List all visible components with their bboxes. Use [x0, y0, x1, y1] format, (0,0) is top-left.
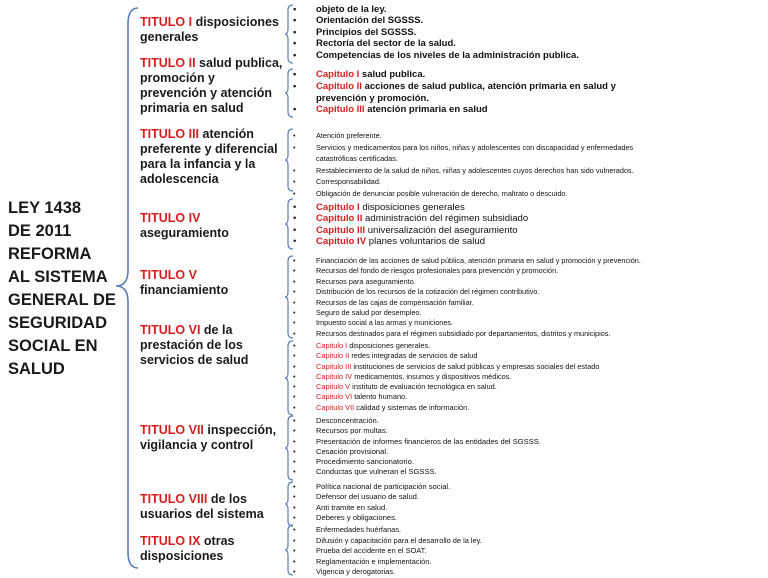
list-item: • Impuesto social a las armas y municiones. — [291, 318, 641, 328]
titulo-text: prestación de los — [140, 338, 243, 352]
list-item: • Servicios y medicamentos para los niños, niñas y adolescentes con discapacidad y enfermedades catastróficas certificadas. — [291, 142, 634, 165]
titulo-text: inspección, — [207, 423, 277, 437]
titulo-text: adolescencia — [140, 172, 219, 186]
titulo-text: para la infancia y la — [140, 157, 256, 171]
titulo-vii — [140, 423, 276, 453]
list-item: • Capitulo IV planes voluntarios de salud — [291, 236, 528, 247]
list-item: • Recursos del fondo de riesgos profesionales para prevención y promoción. — [291, 266, 641, 276]
list-item: • Capitulo IV medicamentos, insumos y dispositivos médicos. — [291, 372, 599, 382]
list-item: • Capitulo VI talento humano. — [291, 392, 599, 402]
list-item: • Desconcentración. — [291, 416, 541, 426]
item-list-titulo-i — [291, 4, 579, 61]
item-list-titulo-ix — [291, 525, 482, 578]
titulo-text: aseguramiento — [140, 226, 229, 240]
item-list-titulo-v — [291, 256, 641, 339]
law-title — [8, 197, 120, 381]
titulo-text: generales — [140, 30, 199, 44]
list-item: • Cesación provisional. — [291, 447, 541, 457]
list-item: • Financiación de las acciones de salud pública, atención primaria en salud y promoción y prevención. — [291, 256, 641, 266]
titulo-v — [140, 268, 228, 298]
main-brace — [112, 4, 142, 572]
titulo-label: TITULO II — [140, 56, 196, 70]
list-item: • Conductas que vulneran el SGSSS. — [291, 467, 541, 477]
titulo-text: disposiciones — [195, 15, 279, 29]
titulo-label: TITULO VII — [140, 423, 204, 437]
list-item: • Capitulo II redes integradas de servicios de salud — [291, 351, 599, 361]
list-item: • Competencias de los niveles de la administración publica. — [291, 50, 579, 61]
list-item: • Orientación del SGSSS. — [291, 15, 579, 26]
list-item: • Recursos para aseguramiento. — [291, 277, 641, 287]
list-item: • Vigencia y derogatorias. — [291, 567, 482, 578]
titulo-iv — [140, 211, 229, 241]
titulo-text: disposiciones — [140, 549, 224, 563]
item-list-titulo-iii — [291, 130, 634, 200]
titulo-label: TITULO V — [140, 268, 197, 282]
titulo-label: TITULO VI — [140, 323, 201, 337]
titulo-viii — [140, 492, 264, 522]
list-item: • Seguro de salud por desempleo. — [291, 308, 641, 318]
law-title-line: GENERAL DE — [8, 291, 116, 309]
titulo-ix — [140, 534, 234, 564]
list-item: • Recursos destinados para el régimen subsidiado por departamentos, distritos y municipios. — [291, 329, 641, 339]
law-title-line: SEGURIDAD — [8, 314, 108, 332]
list-item: • Presentación de informes financieros de las entidades del SGSSS. — [291, 437, 541, 447]
list-item: • Procedimiento sancionatorio. — [291, 457, 541, 467]
titulo-text: atención — [202, 127, 254, 141]
item-list-titulo-vi — [291, 341, 599, 413]
titulo-text: financiamiento — [140, 283, 229, 297]
list-item: • Prueba del accidente en el SOAT. — [291, 546, 482, 557]
list-item: • objeto de la ley. — [291, 4, 579, 15]
list-item: • Deberes y obligaciones. — [291, 513, 450, 523]
list-item: • Recursos por multas. — [291, 426, 541, 436]
main-brace-path — [116, 8, 138, 568]
titulo-i — [140, 15, 279, 45]
list-item: • Capitulo I salud publica. — [291, 69, 616, 81]
list-item: • Capitulo V instituto de evaluación tecnológica en salud. — [291, 382, 599, 392]
titulo-label: TITULO IV — [140, 211, 201, 225]
titulo-ii — [140, 56, 282, 116]
list-item: • Difusión y capacitación para el desarrollo de la ley. — [291, 536, 482, 547]
titulo-text: servicios de salud — [140, 353, 249, 367]
item-list-titulo-ii — [291, 69, 616, 116]
item-list-titulo-vii — [291, 416, 541, 478]
titulo-text: otras — [203, 534, 235, 548]
titulo-vi — [140, 323, 248, 368]
list-item: • Capitulo III universalización del aseguramiento — [291, 225, 528, 236]
law-title-line: REFORMA — [8, 245, 92, 263]
law-title-line: LEY 1438 — [8, 199, 82, 217]
list-item: • Distribución de los recursos de la cotización del régimen contributivo. — [291, 287, 641, 297]
list-item: • Restablecimiento de la salud de niños, niñas y adolescentes cuyos derechos han sido vulnerados. — [291, 165, 634, 177]
item-list-titulo-iv — [291, 202, 528, 248]
list-item: • Capitulo III atención primaria en salud — [291, 104, 616, 116]
list-item: • Capitulo I disposiciones generales — [291, 202, 528, 213]
titulo-iii — [140, 127, 278, 187]
titulo-text: vigilancia y control — [140, 438, 254, 452]
list-item: • Defensor del usuario de salud. — [291, 492, 450, 502]
list-item: • Capitulo II administración del régimen subsidiado — [291, 213, 528, 224]
titulo-label: TITULO I — [140, 15, 193, 29]
list-item: • Enfermedades huérfanas. — [291, 525, 482, 536]
list-item: • Capitulo II acciones de salud publica, atención primaria en salud y prevención y promoción. — [291, 81, 616, 105]
list-item: • Reglamentación e implementación. — [291, 557, 482, 568]
titulo-label: TITULO VIII — [140, 492, 208, 506]
titulo-label: TITULO IX — [140, 534, 201, 548]
law-title-line: AL SISTEMA — [8, 268, 108, 286]
titulo-text: preferente y diferencial — [140, 142, 278, 156]
list-item: • Anti tramite en salud. — [291, 503, 450, 513]
list-item: • Capitulo VII calidad y sistemas de información. — [291, 403, 599, 413]
list-item: • Recursos de las cajas de compensación familiar. — [291, 298, 641, 308]
titulo-text: de la — [203, 323, 233, 337]
list-item: • Rectoría del sector de la salud. — [291, 38, 579, 49]
law-title-line: SALUD — [8, 360, 65, 378]
list-item: • Política nacional de participación social. — [291, 482, 450, 492]
item-list-titulo-viii — [291, 482, 450, 523]
titulo-text: de los — [210, 492, 247, 506]
titulo-text: usuarios del sistema — [140, 507, 264, 521]
list-item: • Capitulo III instituciones de servicios de salud públicas y empresas sociales del estado — [291, 362, 599, 372]
list-item: • Obligación de denunciar posible vulneración de derecho, maltrato o descuido. — [291, 188, 634, 200]
titulo-text: promoción y — [140, 71, 216, 85]
list-item: • Capitulo I disposiciones generales. — [291, 341, 599, 351]
law-title-line: SOCIAL EN — [8, 337, 98, 355]
law-title-line: DE 2011 — [8, 222, 72, 240]
titulo-text: primaria en salud — [140, 101, 244, 115]
list-item: • Principios del SGSSS. — [291, 27, 579, 38]
list-item: • Corresponsabilidad. — [291, 176, 634, 188]
titulo-text: prevención y atención — [140, 86, 272, 100]
list-item: • Atención preferente. — [291, 130, 634, 142]
titulo-text: salud publica, — [199, 56, 283, 70]
titulo-label: TITULO III — [140, 127, 200, 141]
